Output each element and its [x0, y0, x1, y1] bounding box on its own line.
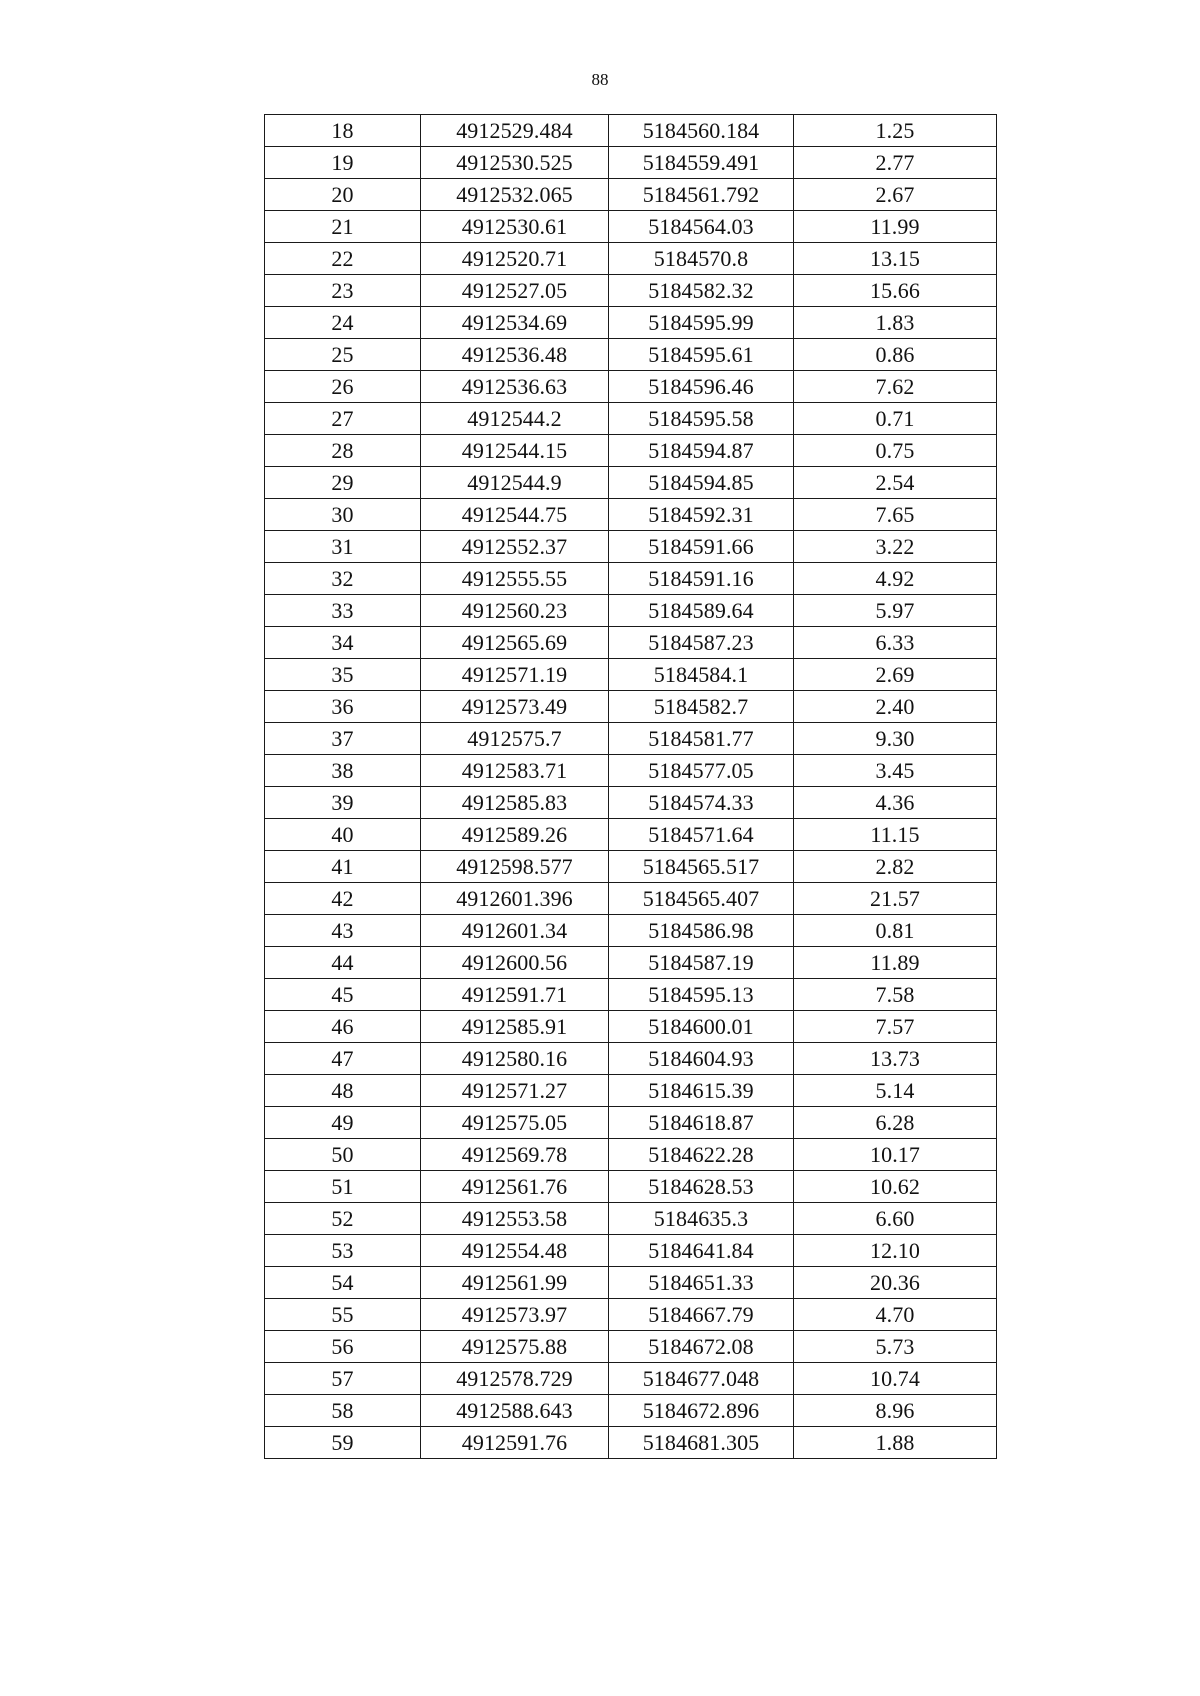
- distance-cell: 11.89: [794, 947, 997, 979]
- table-row: [265, 595, 997, 627]
- table-row: [265, 403, 997, 435]
- x-coordinate-cell: 4912575.05: [421, 1107, 609, 1139]
- table-row: [265, 563, 997, 595]
- point-number-cell: 33: [265, 595, 421, 627]
- point-number-cell: 43: [265, 915, 421, 947]
- table-row: [265, 435, 997, 467]
- y-coordinate-cell: 5184635.3: [609, 1203, 794, 1235]
- distance-cell: 12.10: [794, 1235, 997, 1267]
- y-coordinate-cell: 5184622.28: [609, 1139, 794, 1171]
- x-coordinate-cell: 4912560.23: [421, 595, 609, 627]
- x-coordinate-cell: 4912585.91: [421, 1011, 609, 1043]
- point-number-cell: 38: [265, 755, 421, 787]
- y-coordinate-cell: 5184595.13: [609, 979, 794, 1011]
- y-coordinate-cell: 5184587.19: [609, 947, 794, 979]
- distance-cell: 20.36: [794, 1267, 997, 1299]
- y-coordinate-cell: 5184595.99: [609, 307, 794, 339]
- point-number-cell: 42: [265, 883, 421, 915]
- point-number-cell: 44: [265, 947, 421, 979]
- x-coordinate-cell: 4912589.26: [421, 819, 609, 851]
- x-coordinate-cell: 4912575.7: [421, 723, 609, 755]
- x-coordinate-cell: 4912588.643: [421, 1395, 609, 1427]
- y-coordinate-cell: 5184591.66: [609, 531, 794, 563]
- x-coordinate-cell: 4912565.69: [421, 627, 609, 659]
- x-coordinate-cell: 4912544.75: [421, 499, 609, 531]
- point-number-cell: 21: [265, 211, 421, 243]
- distance-cell: 0.86: [794, 339, 997, 371]
- distance-cell: 0.75: [794, 435, 997, 467]
- distance-cell: 3.22: [794, 531, 997, 563]
- y-coordinate-cell: 5184581.77: [609, 723, 794, 755]
- x-coordinate-cell: 4912600.56: [421, 947, 609, 979]
- distance-cell: 1.88: [794, 1427, 997, 1459]
- y-coordinate-cell: 5184564.03: [609, 211, 794, 243]
- table-row: [265, 307, 997, 339]
- table-row: [265, 883, 997, 915]
- point-number-cell: 27: [265, 403, 421, 435]
- y-coordinate-cell: 5184589.64: [609, 595, 794, 627]
- distance-cell: 2.67: [794, 179, 997, 211]
- distance-cell: 13.15: [794, 243, 997, 275]
- x-coordinate-cell: 4912601.396: [421, 883, 609, 915]
- distance-cell: 10.62: [794, 1171, 997, 1203]
- y-coordinate-cell: 5184667.79: [609, 1299, 794, 1331]
- distance-cell: 10.17: [794, 1139, 997, 1171]
- point-number-cell: 58: [265, 1395, 421, 1427]
- x-coordinate-cell: 4912561.76: [421, 1171, 609, 1203]
- point-number-cell: 59: [265, 1427, 421, 1459]
- distance-cell: 4.92: [794, 563, 997, 595]
- x-coordinate-cell: 4912601.34: [421, 915, 609, 947]
- x-coordinate-cell: 4912555.55: [421, 563, 609, 595]
- table-row: [265, 1299, 997, 1331]
- table-row: [265, 851, 997, 883]
- y-coordinate-cell: 5184618.87: [609, 1107, 794, 1139]
- distance-cell: 7.57: [794, 1011, 997, 1043]
- table-row: [265, 499, 997, 531]
- x-coordinate-cell: 4912571.27: [421, 1075, 609, 1107]
- distance-cell: 11.15: [794, 819, 997, 851]
- distance-cell: 3.45: [794, 755, 997, 787]
- y-coordinate-cell: 5184681.305: [609, 1427, 794, 1459]
- y-coordinate-cell: 5184628.53: [609, 1171, 794, 1203]
- table-row: [265, 1011, 997, 1043]
- y-coordinate-cell: 5184595.58: [609, 403, 794, 435]
- distance-cell: 2.77: [794, 147, 997, 179]
- y-coordinate-cell: 5184560.184: [609, 115, 794, 147]
- point-number-cell: 39: [265, 787, 421, 819]
- distance-cell: 7.58: [794, 979, 997, 1011]
- table-row: [265, 915, 997, 947]
- table-row: [265, 947, 997, 979]
- distance-cell: 8.96: [794, 1395, 997, 1427]
- table-body: [265, 115, 997, 1459]
- point-number-cell: 55: [265, 1299, 421, 1331]
- y-coordinate-cell: 5184565.407: [609, 883, 794, 915]
- table-row: [265, 115, 997, 147]
- x-coordinate-cell: 4912583.71: [421, 755, 609, 787]
- x-coordinate-cell: 4912532.065: [421, 179, 609, 211]
- point-number-cell: 36: [265, 691, 421, 723]
- y-coordinate-cell: 5184641.84: [609, 1235, 794, 1267]
- point-number-cell: 52: [265, 1203, 421, 1235]
- x-coordinate-cell: 4912569.78: [421, 1139, 609, 1171]
- x-coordinate-cell: 4912536.63: [421, 371, 609, 403]
- x-coordinate-cell: 4912553.58: [421, 1203, 609, 1235]
- point-number-cell: 34: [265, 627, 421, 659]
- x-coordinate-cell: 4912544.9: [421, 467, 609, 499]
- y-coordinate-cell: 5184559.491: [609, 147, 794, 179]
- point-number-cell: 30: [265, 499, 421, 531]
- table-row: [265, 723, 997, 755]
- distance-cell: 10.74: [794, 1363, 997, 1395]
- distance-cell: 11.99: [794, 211, 997, 243]
- y-coordinate-cell: 5184651.33: [609, 1267, 794, 1299]
- y-coordinate-cell: 5184672.08: [609, 1331, 794, 1363]
- point-number-cell: 41: [265, 851, 421, 883]
- table-row: [265, 979, 997, 1011]
- x-coordinate-cell: 4912552.37: [421, 531, 609, 563]
- x-coordinate-cell: 4912578.729: [421, 1363, 609, 1395]
- table-row: [265, 659, 997, 691]
- x-coordinate-cell: 4912575.88: [421, 1331, 609, 1363]
- y-coordinate-cell: 5184586.98: [609, 915, 794, 947]
- x-coordinate-cell: 4912573.97: [421, 1299, 609, 1331]
- y-coordinate-cell: 5184582.32: [609, 275, 794, 307]
- x-coordinate-cell: 4912580.16: [421, 1043, 609, 1075]
- x-coordinate-cell: 4912571.19: [421, 659, 609, 691]
- distance-cell: 13.73: [794, 1043, 997, 1075]
- distance-cell: 4.36: [794, 787, 997, 819]
- table-row: [265, 1267, 997, 1299]
- y-coordinate-cell: 5184592.31: [609, 499, 794, 531]
- distance-cell: 5.97: [794, 595, 997, 627]
- distance-cell: 4.70: [794, 1299, 997, 1331]
- y-coordinate-cell: 5184672.896: [609, 1395, 794, 1427]
- table-row: [265, 275, 997, 307]
- table-row: [265, 1043, 997, 1075]
- y-coordinate-cell: 5184584.1: [609, 659, 794, 691]
- table-row: [265, 1363, 997, 1395]
- table-row: [265, 467, 997, 499]
- y-coordinate-cell: 5184604.93: [609, 1043, 794, 1075]
- point-number-cell: 37: [265, 723, 421, 755]
- point-number-cell: 47: [265, 1043, 421, 1075]
- point-number-cell: 50: [265, 1139, 421, 1171]
- table-row: [265, 371, 997, 403]
- y-coordinate-cell: 5184615.39: [609, 1075, 794, 1107]
- distance-cell: 6.28: [794, 1107, 997, 1139]
- point-number-cell: 53: [265, 1235, 421, 1267]
- point-number-cell: 48: [265, 1075, 421, 1107]
- point-number-cell: 40: [265, 819, 421, 851]
- point-number-cell: 35: [265, 659, 421, 691]
- table-row: [265, 531, 997, 563]
- point-number-cell: 56: [265, 1331, 421, 1363]
- point-number-cell: 19: [265, 147, 421, 179]
- y-coordinate-cell: 5184582.7: [609, 691, 794, 723]
- point-number-cell: 51: [265, 1171, 421, 1203]
- y-coordinate-cell: 5184571.64: [609, 819, 794, 851]
- y-coordinate-cell: 5184561.792: [609, 179, 794, 211]
- point-number-cell: 31: [265, 531, 421, 563]
- table-row: [265, 787, 997, 819]
- distance-cell: 5.73: [794, 1331, 997, 1363]
- table-row: [265, 691, 997, 723]
- y-coordinate-cell: 5184574.33: [609, 787, 794, 819]
- y-coordinate-cell: 5184570.8: [609, 243, 794, 275]
- y-coordinate-cell: 5184600.01: [609, 1011, 794, 1043]
- point-number-cell: 26: [265, 371, 421, 403]
- point-number-cell: 23: [265, 275, 421, 307]
- y-coordinate-cell: 5184594.87: [609, 435, 794, 467]
- distance-cell: 2.54: [794, 467, 997, 499]
- distance-cell: 9.30: [794, 723, 997, 755]
- table-row: [265, 179, 997, 211]
- table-row: [265, 1139, 997, 1171]
- table-row: [265, 1075, 997, 1107]
- point-number-cell: 57: [265, 1363, 421, 1395]
- point-number-cell: 49: [265, 1107, 421, 1139]
- distance-cell: 5.14: [794, 1075, 997, 1107]
- distance-cell: 21.57: [794, 883, 997, 915]
- distance-cell: 1.25: [794, 115, 997, 147]
- table-row: [265, 147, 997, 179]
- x-coordinate-cell: 4912573.49: [421, 691, 609, 723]
- x-coordinate-cell: 4912534.69: [421, 307, 609, 339]
- distance-cell: 2.40: [794, 691, 997, 723]
- coordinates-table: [264, 114, 997, 1459]
- x-coordinate-cell: 4912527.05: [421, 275, 609, 307]
- point-number-cell: 46: [265, 1011, 421, 1043]
- point-number-cell: 29: [265, 467, 421, 499]
- y-coordinate-cell: 5184596.46: [609, 371, 794, 403]
- table-row: [265, 819, 997, 851]
- x-coordinate-cell: 4912591.76: [421, 1427, 609, 1459]
- distance-cell: 15.66: [794, 275, 997, 307]
- point-number-cell: 32: [265, 563, 421, 595]
- distance-cell: 0.81: [794, 915, 997, 947]
- point-number-cell: 25: [265, 339, 421, 371]
- point-number-cell: 54: [265, 1267, 421, 1299]
- distance-cell: 2.82: [794, 851, 997, 883]
- distance-cell: 1.83: [794, 307, 997, 339]
- y-coordinate-cell: 5184677.048: [609, 1363, 794, 1395]
- x-coordinate-cell: 4912529.484: [421, 115, 609, 147]
- table-row: [265, 1235, 997, 1267]
- table-row: [265, 1107, 997, 1139]
- point-number-cell: 20: [265, 179, 421, 211]
- point-number-cell: 45: [265, 979, 421, 1011]
- y-coordinate-cell: 5184594.85: [609, 467, 794, 499]
- point-number-cell: 24: [265, 307, 421, 339]
- point-number-cell: 18: [265, 115, 421, 147]
- point-number-cell: 28: [265, 435, 421, 467]
- table-row: [265, 755, 997, 787]
- distance-cell: 7.62: [794, 371, 997, 403]
- x-coordinate-cell: 4912585.83: [421, 787, 609, 819]
- x-coordinate-cell: 4912544.15: [421, 435, 609, 467]
- y-coordinate-cell: 5184577.05: [609, 755, 794, 787]
- distance-cell: 6.33: [794, 627, 997, 659]
- page-number: 88: [591, 70, 609, 89]
- y-coordinate-cell: 5184565.517: [609, 851, 794, 883]
- table-row: [265, 243, 997, 275]
- x-coordinate-cell: 4912536.48: [421, 339, 609, 371]
- x-coordinate-cell: 4912530.525: [421, 147, 609, 179]
- table-row: [265, 1203, 997, 1235]
- distance-cell: 7.65: [794, 499, 997, 531]
- table-row: [265, 1171, 997, 1203]
- distance-cell: 0.71: [794, 403, 997, 435]
- table-row: [265, 211, 997, 243]
- point-number-cell: 22: [265, 243, 421, 275]
- x-coordinate-cell: 4912591.71: [421, 979, 609, 1011]
- y-coordinate-cell: 5184591.16: [609, 563, 794, 595]
- x-coordinate-cell: 4912544.2: [421, 403, 609, 435]
- x-coordinate-cell: 4912598.577: [421, 851, 609, 883]
- x-coordinate-cell: 4912561.99: [421, 1267, 609, 1299]
- y-coordinate-cell: 5184595.61: [609, 339, 794, 371]
- table-row: [265, 627, 997, 659]
- x-coordinate-cell: 4912554.48: [421, 1235, 609, 1267]
- y-coordinate-cell: 5184587.23: [609, 627, 794, 659]
- table-row: [265, 1395, 997, 1427]
- distance-cell: 6.60: [794, 1203, 997, 1235]
- distance-cell: 2.69: [794, 659, 997, 691]
- table-row: [265, 1427, 997, 1459]
- table-row: [265, 339, 997, 371]
- x-coordinate-cell: 4912520.71: [421, 243, 609, 275]
- x-coordinate-cell: 4912530.61: [421, 211, 609, 243]
- table-row: [265, 1331, 997, 1363]
